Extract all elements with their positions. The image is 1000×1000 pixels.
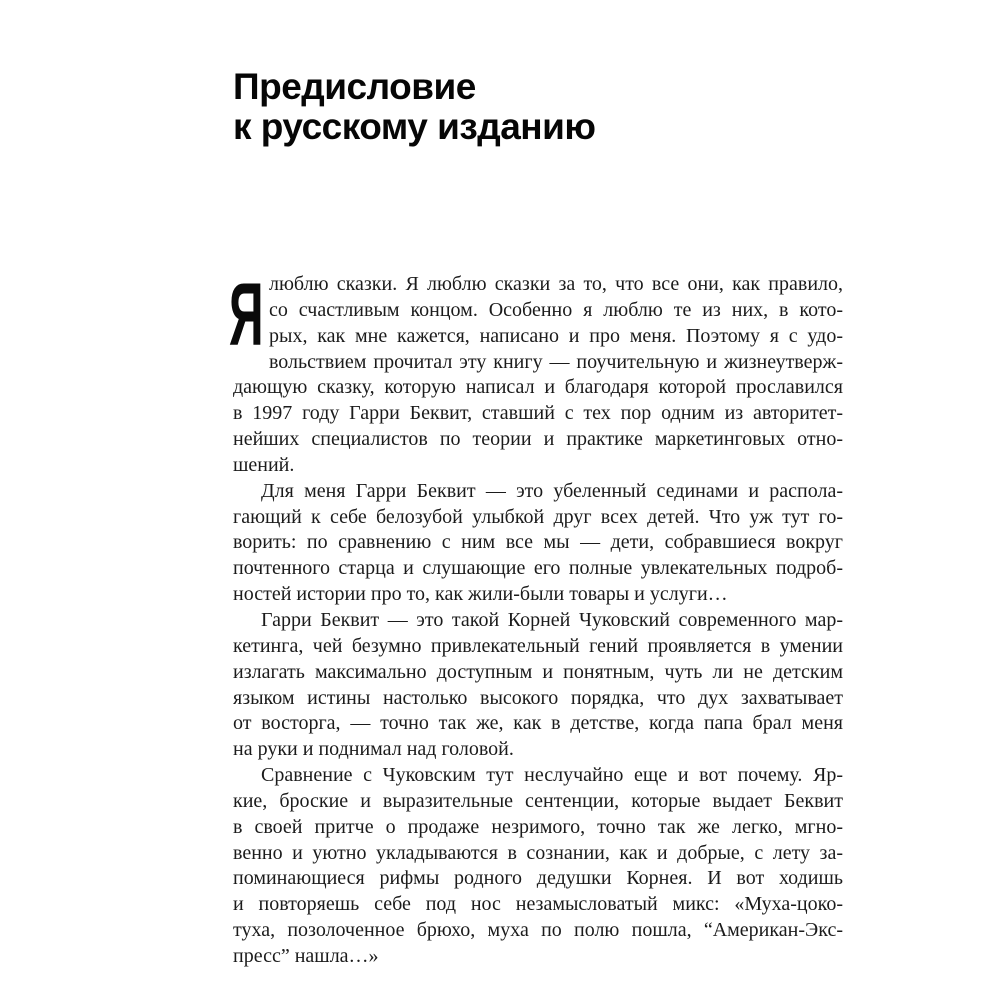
text-line: в 1997 году Гарри Беквит, ставший с тех пор одним из авторитет- bbox=[233, 402, 843, 425]
text-line: Для меня Гарри Беквит — это убеленный сединами и распола- bbox=[261, 479, 843, 502]
text-line: и повторяешь себе под нос незамысловатый микс: «Муха-цоко- bbox=[233, 893, 843, 916]
text-line: люблю сказки. Я люблю сказки за то, что все они, как правило, bbox=[269, 273, 843, 295]
text-line: гающий к себе белозубой улыбкой друг всех детей. Что уж тут го- bbox=[233, 505, 843, 528]
text-line: нейших специалистов по теории и практике маркетинговых отно- bbox=[233, 428, 843, 451]
paragraph bbox=[233, 479, 843, 608]
title-line: Предисловие bbox=[233, 65, 476, 107]
paragraph bbox=[233, 763, 843, 970]
text-line: ностей истории про то, как жили-были товары и услуги… bbox=[233, 583, 728, 606]
text-line: Сравнение с Чуковским тут неслучайно еще и вот почему. Яр- bbox=[261, 764, 843, 787]
chapter-title bbox=[233, 67, 596, 147]
text-line: в своей притче о продаже незримого, точно так же легко, мгно- bbox=[233, 815, 843, 838]
text-line: дающую сказку, которую написал и благодаря которой прославился bbox=[233, 376, 843, 399]
paragraph bbox=[233, 608, 843, 763]
preface-body bbox=[229, 264, 843, 970]
text-line: со счастливым концом. Особенно я люблю те из них, в кото- bbox=[269, 298, 843, 321]
text-line: шений. bbox=[233, 453, 295, 476]
text-line: венно и уютно укладываются в сознании, как и добрые, с лету за- bbox=[233, 841, 843, 864]
text-line: почтенного старца и слушающие его полные увлекательных подроб- bbox=[233, 557, 843, 580]
text-line: Гарри Беквит — это такой Корней Чуковский современного мар- bbox=[261, 608, 843, 631]
text-line: вольствием прочитал эту книгу — поучительную и жизнеутверж- bbox=[269, 350, 843, 373]
text-line: кетинга, чей безумно привлекательный гений проявляется в умении bbox=[233, 634, 843, 657]
text-line: пресс” нашла…» bbox=[233, 944, 379, 967]
text-line: поминающиеся рифмы родного дедушки Корнея. И вот ходишь bbox=[233, 867, 843, 890]
text-line: ворить: по сравнению с ним все мы — дети, собравшиеся вокруг bbox=[233, 531, 843, 554]
text-line: языком истины настолько высокого порядка, что дух захватывает bbox=[233, 686, 843, 709]
title-line: к русскому изданию bbox=[233, 105, 596, 147]
text-line: излагать максимально доступным и понятным, чуть ли не детским bbox=[233, 660, 843, 683]
drop-cap-letter: Я bbox=[229, 264, 264, 364]
paragraph bbox=[229, 264, 843, 479]
text-line: кие, броские и выразительные сентенции, которые выдает Беквит bbox=[233, 789, 843, 812]
text-line: на руки и поднимал над головой. bbox=[233, 738, 514, 761]
text-line: от восторга, — точно так же, как в детстве, когда папа брал меня bbox=[233, 712, 843, 735]
text-line: туха, позолоченное брюхо, муха по полю пошла, “Американ-Экс- bbox=[233, 919, 843, 942]
text-line: рых, как мне кажется, написано и про меня. Поэтому я с удо- bbox=[269, 324, 843, 347]
